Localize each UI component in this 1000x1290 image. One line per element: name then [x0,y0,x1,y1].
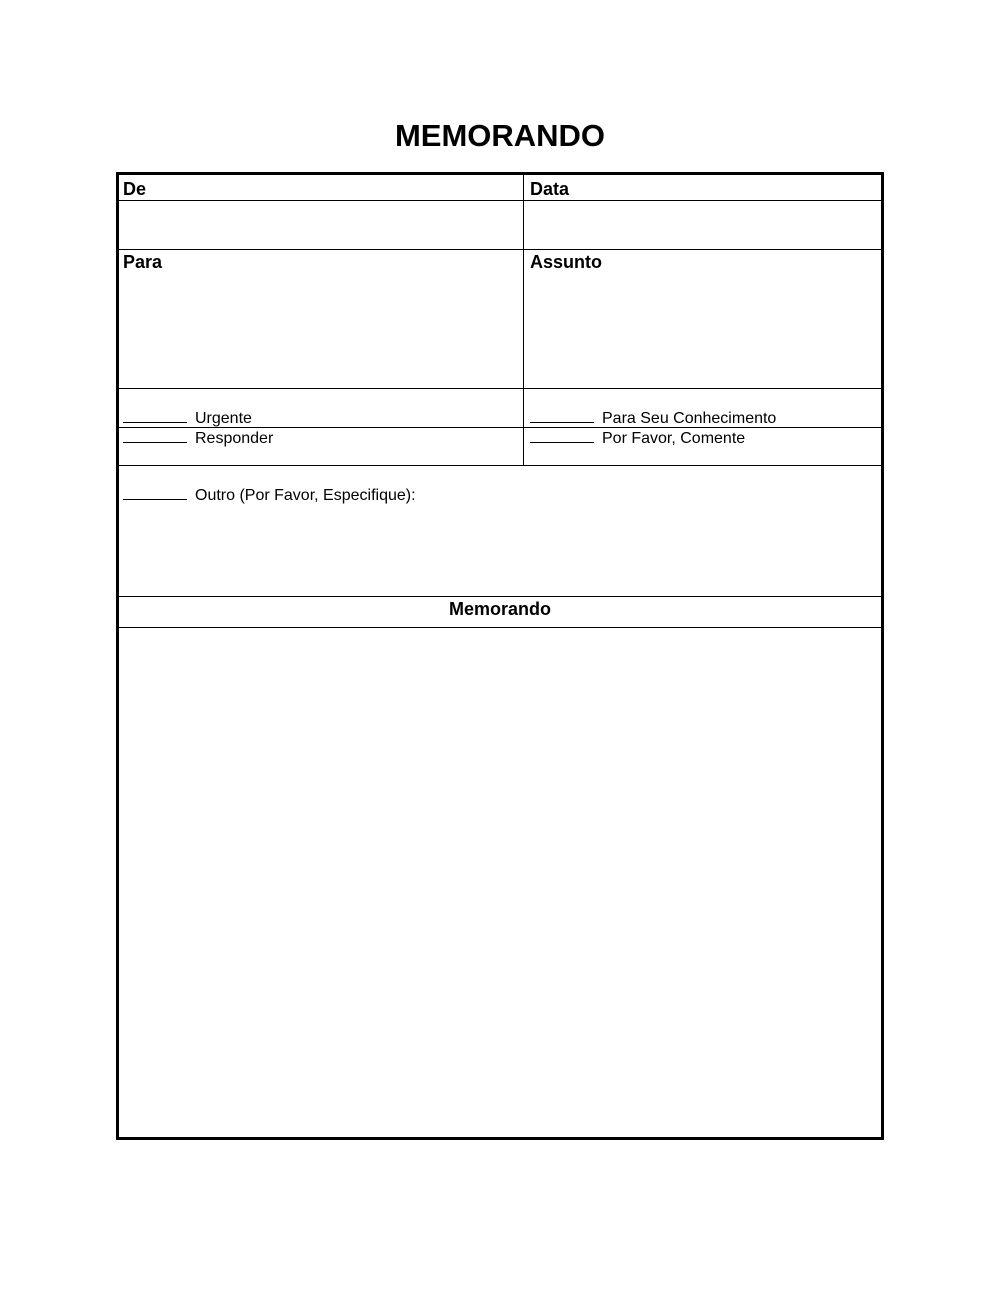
date-field[interactable] [524,201,881,249]
option-reply[interactable] [123,428,273,449]
option-urgent[interactable] [123,408,252,429]
check-blank[interactable] [530,428,594,443]
check-blank[interactable] [530,408,594,423]
check-blank[interactable] [123,428,187,443]
memo-form [116,172,884,1140]
date-label: Data [530,179,570,199]
option-other-label: Outro (Por Favor, Especifique): [195,487,416,504]
check-blank[interactable] [123,485,187,500]
divider [119,249,881,250]
to-field[interactable] [119,275,522,387]
option-for-your-info[interactable] [530,408,776,429]
option-reply-label: Responder [195,430,274,447]
option-urgent-label: Urgente [195,410,252,427]
option-please-comment[interactable] [530,428,745,449]
from-label: De [123,179,147,199]
option-please-comment-label: Por Favor, Comente [602,430,746,447]
subject-label: Assunto [530,252,602,272]
divider [119,388,881,389]
from-field[interactable] [119,201,522,249]
body-heading: Memorando [448,599,551,619]
column-divider [523,175,524,465]
check-blank[interactable] [123,408,187,423]
to-label: Para [123,252,163,272]
divider [119,465,881,466]
divider [119,596,881,597]
option-for-your-info-label: Para Seu Conhecimento [602,410,777,427]
page-title: MEMORANDO [394,118,606,153]
memo-body-field[interactable] [119,628,881,1137]
other-field[interactable] [119,507,881,595]
option-other[interactable] [123,485,416,506]
subject-field[interactable] [524,275,881,387]
